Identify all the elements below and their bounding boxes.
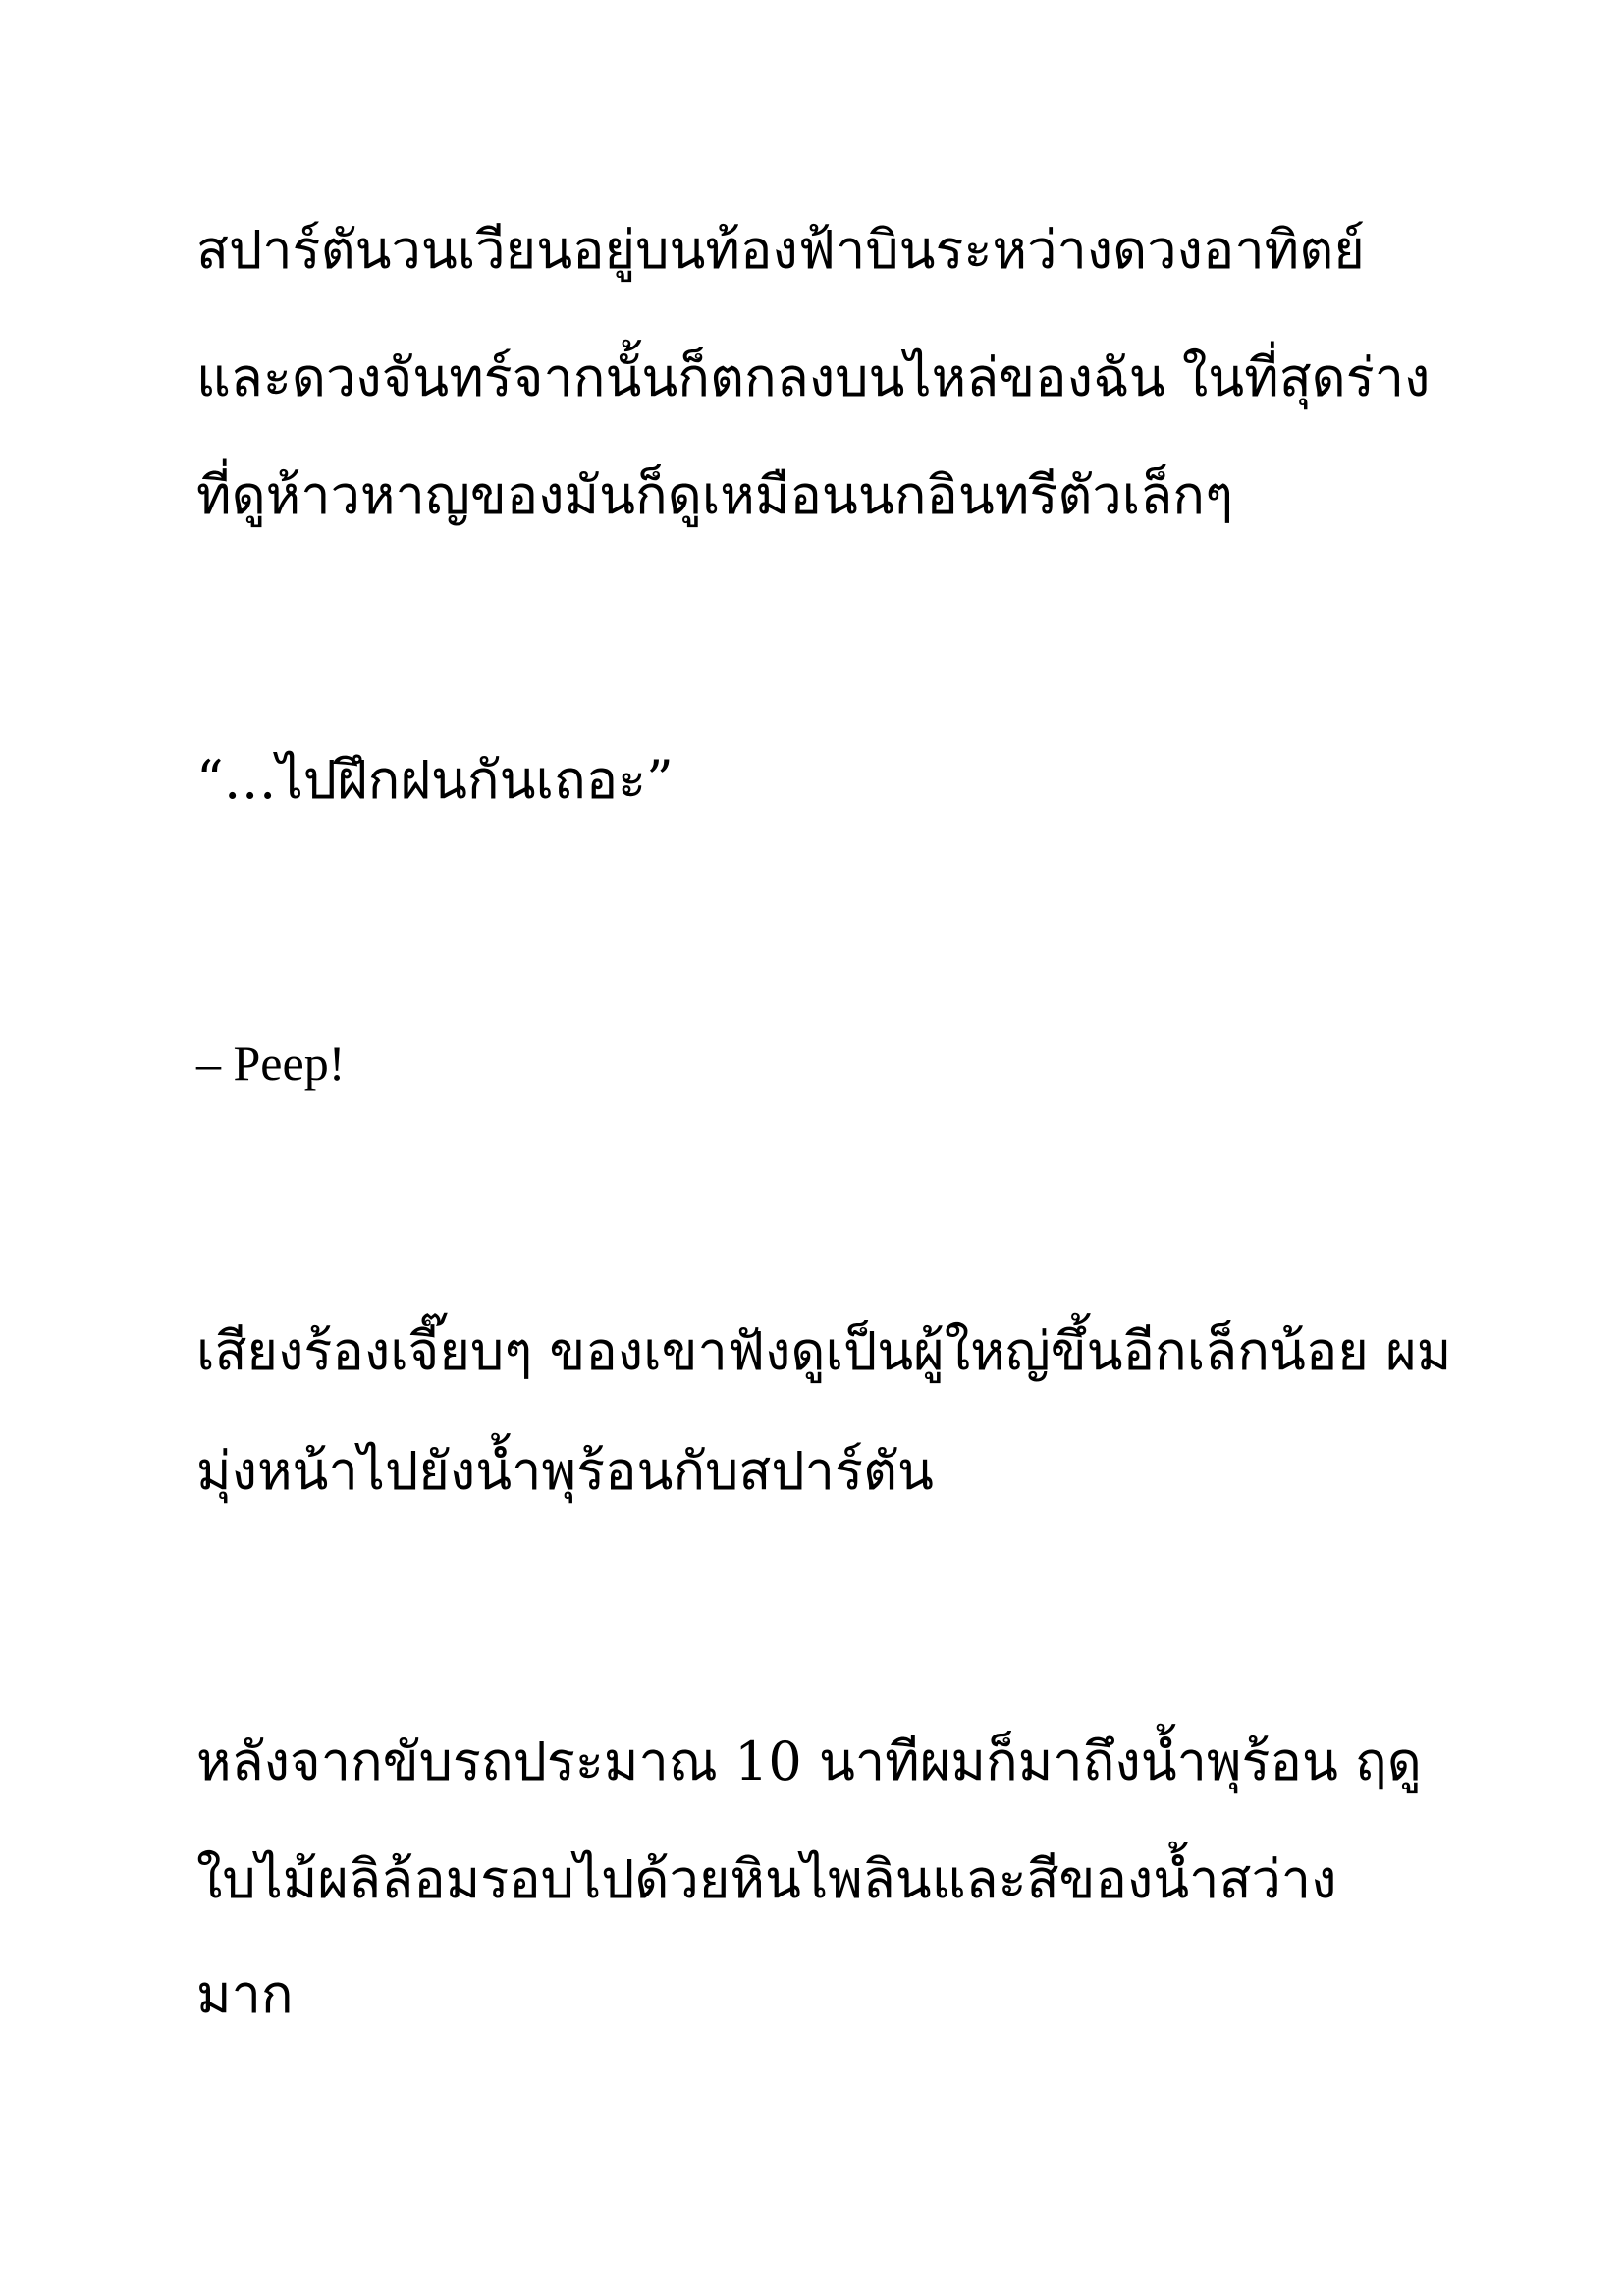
paragraph-4-line-1: เสียงร้องเจี๊ยบๆ ของเขาฟังดูเป็นผู้ใหญ่ขึ้นอีกเล็กน้อย ผม xyxy=(196,1320,1452,1382)
paragraph-4-line-2: มุ่งหน้าไปยังน้ำพุร้อนกับสปาร์ตัน xyxy=(196,1440,934,1502)
paragraph-1-line-2: และดวงจันทร์จากนั้นก็ตกลงบนไหล่ของฉัน ในที่สุดร่าง xyxy=(196,347,1431,408)
paragraph-2-dialogue: “…ไปฝึกฝนกันเถอะ” xyxy=(196,749,674,811)
paragraph-5-line-2: ใบไม้ผลิล้อมรอบไปด้วยหินไพลินและสีของน้ำสว่าง xyxy=(196,1848,1337,1910)
paragraph-5-line-3: มาก xyxy=(196,1963,294,2025)
paragraph-5-line-1: หลังจากขับรถประมาณ 10 นาทีผมก็มาถึงน้ำพุร้อน ฤดู xyxy=(196,1731,1422,1792)
paragraph-1-line-3: ที่ดูห้าวหาญของมันก็ดูเหมือนนกอินทรีตัวเล็กๆ xyxy=(196,464,1234,526)
paragraph-1-line-1: สปาร์ตันวนเวียนอยู่บนท้องฟ้าบินระหว่างดวงอาทิตย์ xyxy=(196,219,1365,281)
paragraph-3-sound: – Peep! xyxy=(196,1036,346,1091)
